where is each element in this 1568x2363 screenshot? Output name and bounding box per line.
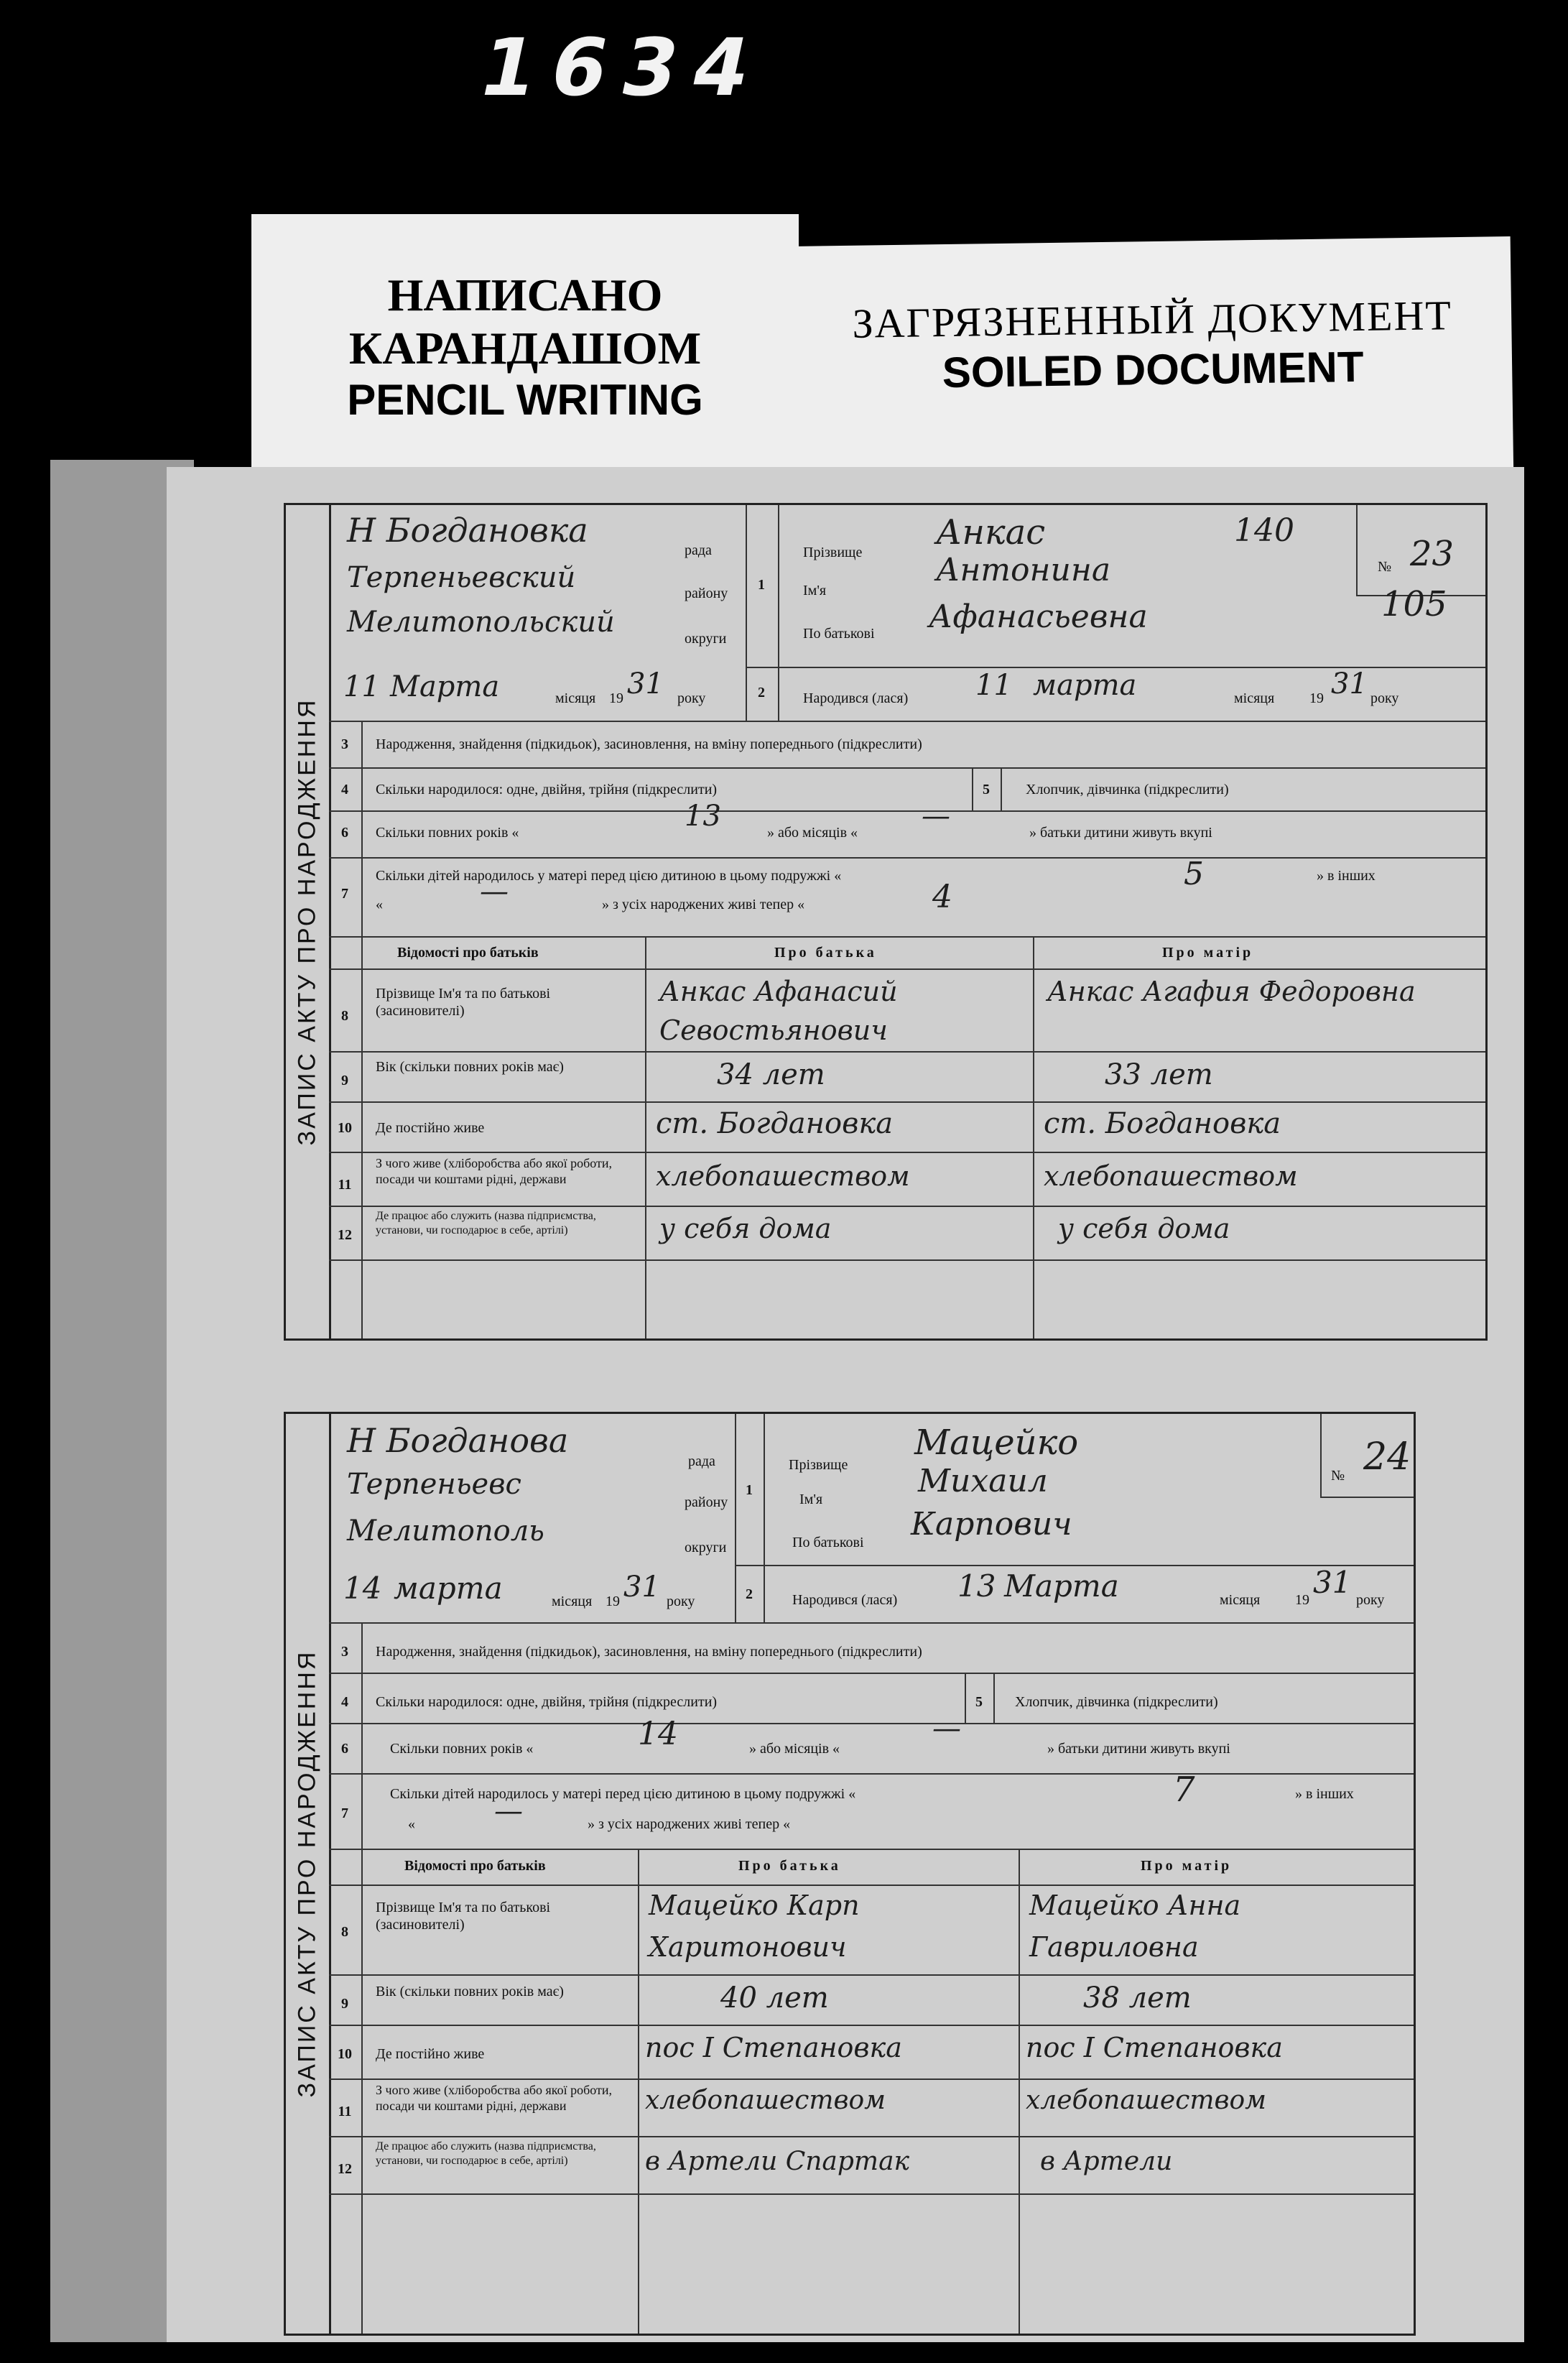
row3-text: Народження, знайдення (підкидьок), засиновлення, на вміну попереднього (підкреслити) <box>376 1644 922 1660</box>
row3-text: Народження, знайдення (підкидьок), засиновлення, на вміну попереднього (підкреслити) <box>376 736 922 752</box>
record-vertical-title: ЗАПИС АКТУ ПРО НАРОДЖЕННЯ <box>286 1414 331 2334</box>
born-month-label: місяця <box>1234 690 1275 706</box>
pencil-writing-label <box>251 214 799 481</box>
row7-text-a: Скільки дітей народилось у матері перед цією дитиною в цьому подружжі « <box>390 1786 856 1802</box>
surname-label: Прізвище <box>803 545 863 560</box>
row6-text-a: Скільки повних років « <box>376 825 519 841</box>
row9-text: Вік (скільки повних років має) <box>376 1984 564 1999</box>
pencil-label-en: PENCIL WRITING <box>347 376 703 424</box>
father-residence: ст. Богдановка <box>656 1107 894 1140</box>
mother-living: хлебопашеством <box>1044 1160 1298 1192</box>
children-before: 7 <box>1173 1770 1195 1810</box>
mother-age: 33 лет <box>1105 1058 1213 1091</box>
row10-text: Де постійно живе <box>376 2046 485 2062</box>
row9-text: Вік (скільки повних років має) <box>376 1059 564 1075</box>
father-name: Мацейко Карп Харитонович <box>649 1890 860 1963</box>
record-number: 24 <box>1363 1435 1411 1479</box>
year-suffix: року <box>677 690 706 706</box>
born-label: Народився (лася) <box>803 690 909 706</box>
name-label: Ім'я <box>803 583 827 598</box>
extra-number: 140 <box>1234 512 1294 549</box>
name-value: Михаил <box>918 1463 1048 1499</box>
rada-label: рада <box>685 542 712 558</box>
raion-label: району <box>685 586 728 601</box>
children-alive: 4 <box>932 879 952 915</box>
born-year-suffix: року <box>1356 1592 1385 1608</box>
children-other: — <box>480 875 509 908</box>
mother-work: в Артели <box>1040 2147 1173 2176</box>
father-age: 34 лет <box>717 1058 825 1091</box>
record-number: 23 <box>1410 534 1455 574</box>
row7-text-c: » з усіх народжених живі тепер « <box>602 897 805 912</box>
father-work: у себя дома <box>659 1213 832 1244</box>
row6-text-b: » або місяців « <box>767 825 858 841</box>
father-name: Анкас Афанасий Севостьянович <box>659 976 898 1046</box>
row6-text-b: » або місяців « <box>749 1741 840 1757</box>
patronymic-label: По батькові <box>792 1535 864 1550</box>
okrug-label: округи <box>685 1540 727 1555</box>
reg-day: 11 <box>343 670 380 703</box>
row8-text: Прізвище Ім'я та по батькові (засиновителі) <box>376 986 551 1019</box>
raion-value: Терпеньевс <box>347 1468 521 1501</box>
father-living: хлебопашеством <box>656 1160 910 1192</box>
father-age: 40 лет <box>720 1982 829 2015</box>
patronymic-value: Карпович <box>911 1506 1072 1543</box>
row4-text: Скільки народилося: одне, двійня, трійня (підкреслити) <box>376 1694 718 1710</box>
name-label: Ім'я <box>799 1492 823 1507</box>
born-year: 31 <box>1313 1565 1352 1600</box>
born-day: 13 <box>957 1568 996 1604</box>
patronymic-label: По батькові <box>803 626 875 642</box>
mother-name: Анкас Агафия Федоровна <box>1047 976 1416 1007</box>
patronymic-value: Афанасьевна <box>929 598 1148 635</box>
father-header: Про батька <box>774 945 877 961</box>
number-label: № <box>1378 559 1392 575</box>
reg-year: 31 <box>627 667 664 700</box>
reg-month: Марта <box>390 670 500 703</box>
years-together: 14 <box>638 1716 678 1752</box>
father-header: Про батька <box>738 1858 841 1874</box>
row11-text: З чого живе (хліборобства або якої роботи, посади чи коштами рідні, держави <box>376 1156 613 1186</box>
raion-value: Терпеньевский <box>347 561 576 594</box>
born-year-suffix: року <box>1370 690 1399 706</box>
born-month: Марта <box>1004 1568 1119 1604</box>
mother-name: Мацейко Анна Гавриловна <box>1029 1890 1241 1963</box>
years-together: 13 <box>685 800 721 833</box>
record-vertical-title: ЗАПИС АКТУ ПРО НАРОДЖЕННЯ <box>286 505 331 1338</box>
row8-text: Прізвище Ім'я та по батькові (засиновителі) <box>376 1900 551 1933</box>
pencil-label-ru-1: НАПИСАНО <box>387 269 663 320</box>
months-together: — <box>922 800 950 833</box>
month-label: місяця <box>552 1594 593 1609</box>
pencil-label-ru-2: КАРАНДАШОМ <box>348 323 702 374</box>
reg-day: 14 <box>343 1571 382 1606</box>
rada-value: Н Богданова <box>347 1421 569 1460</box>
rada-label: рада <box>688 1453 715 1469</box>
children-before: 5 <box>1184 856 1204 892</box>
row7-text-a: Скільки дітей народилось у матері перед цією дитиною в цьому подружжі « <box>376 868 842 884</box>
row12-text: Де працює або служить (назва підприємства, установи, чи господарює в себе, артілі) <box>376 2140 596 2167</box>
row5-text: Хлопчик, дівчинка (підкреслити) <box>1015 1694 1218 1710</box>
row6-text-a: Скільки повних років « <box>390 1741 534 1757</box>
record-number-alt: 105 <box>1381 584 1447 624</box>
born-month-label: місяця <box>1220 1592 1261 1608</box>
row7-text-c: » з усіх народжених живі тепер « <box>588 1816 791 1832</box>
reg-month: марта <box>394 1571 503 1606</box>
year-prefix: 19 <box>609 690 623 706</box>
number-label: № <box>1331 1468 1345 1484</box>
soiled-label-en: SOILED DOCUMENT <box>942 342 1364 397</box>
row7-text-b: » в інших <box>1317 868 1376 884</box>
born-year-prefix: 19 <box>1295 1592 1309 1608</box>
born-year-prefix: 19 <box>1309 690 1324 706</box>
father-living: хлебопашеством <box>645 2086 886 2115</box>
year-suffix: року <box>667 1594 695 1609</box>
born-day: 11 <box>975 669 1012 702</box>
parents-header: Відомості про батьків <box>404 1858 546 1874</box>
archive-number: 1634 <box>471 22 774 114</box>
surname-label: Прізвище <box>789 1457 848 1473</box>
mother-living: хлебопашеством <box>1026 2086 1267 2115</box>
name-value: Антонина <box>936 552 1111 588</box>
okrug-value: Мелитопольский <box>347 606 615 639</box>
rada-value: Н Богдановка <box>347 511 588 550</box>
parents-header: Відомості про батьків <box>397 945 539 961</box>
surname-value: Мацейко <box>914 1423 1079 1463</box>
born-month: марта <box>1033 669 1137 702</box>
born-label: Народився (лася) <box>792 1592 898 1608</box>
birth-record-2: ЗАПИС АКТУ ПРО НАРОДЖЕННЯ Н Богданова рада Терпеньевс району Мелитополь округи 14 марта місяця 19 31 року 1 2 Прізвище Мацейко Ім'я Михаил По батькові Карпович № 24 Народився (лася) 13 Марта місяця 19 31 року 3 Народження, знайдення (підкидьок), засиновлення, на вміну попереднього (підкреслити) 4 Скільки народилося: одне, двійня, трійня (підкреслити) 5 Хлопчик, дівчинка (підкреслити) 6 Скільки повних років « 14 » або місяців « — » батьки дитини живуть вкупі 7 Скільки дітей народилось у матері перед цією дитиною в цьому подружжі « 7 » в інших « — » з усіх народжених живі тепер « Відомості про батьків Про батька Про матір 8 Прізвище Ім'я та по батькові (засиновителі) Мацейко Карп Харитонович Мацейко Анна Гавриловна 9 Вік (скільки повних років має) 40 лет 38 лет 10 Де постійно живе пос I Степановка пос I Степановка 11 З чого живе (хліборобства або якої роботи, посади чи коштами рідні, держави хлебопашеством хлебопашеством 12 Де працює або служить (назва підприємства, установи, чи господарює в себе, артілі) в Артели Спартак в Артели <box>284 1412 1416 2336</box>
mother-residence: пос I Степановка <box>1026 2032 1283 2063</box>
okrug-label: округи <box>685 631 727 647</box>
surname-value: Анкас <box>936 512 1046 552</box>
month-label: місяця <box>555 690 596 706</box>
row10-text: Де постійно живе <box>376 1120 485 1136</box>
months-together: — <box>932 1712 961 1745</box>
row6-text-c: » батьки дитини живуть вкупі <box>1047 1741 1230 1757</box>
father-residence: пос I Степановка <box>645 2032 902 2063</box>
soiled-label-ru: ЗАГРЯЗНЕННЫЙ ДОКУМЕНТ <box>852 292 1453 347</box>
reg-year: 31 <box>623 1571 660 1604</box>
row7-text-b: » в інших <box>1295 1786 1354 1802</box>
birth-record-1: ЗАПИС АКТУ ПРО НАРОДЖЕННЯ Н Богдановка рада Терпеньевский району Мелитопольский округи 11 Марта місяця 19 31 року 1 2 Прізвище Анкас 140 Ім'я Антонина По батькові Афанасьевна № 23 105 Народився (лася) 11 марта місяця 19 31 року 3 Народження, знайдення (підкидьок), засиновлення, на вміну попереднього (підкреслити) 4 Скільки народилося: одне, двійня, трійня (підкреслити) 5 Хлопчик, дівчинка (підкреслити) 6 Скільки повних років « 13 » або місяців « — » батьки дитини живуть вкупі 7 Скільки дітей народилось у матері перед цією дитиною в цьому подружжі « 5 » в інших « — » з усіх народжених живі тепер « 4 Відомості про батьків Про батька Про матір 8 Прізвище Ім'я та по батькові (засиновителі) Анкас Афанасий Севостьянович Анкас Агафия Федоровна 9 Вік (скільки повних років має) 34 лет 33 лет 10 Де постійно живе ст. Богдановка ст. Богдановка 11 З чого живе (хліборобства або якої роботи, посади чи коштами рідні, держави хлебопашеством хлебопашеством 12 Де працює або служить (назва підприємства, установи, чи господарює в себе, артілі) у себя дома у себя дома <box>284 503 1488 1341</box>
row11-text: З чого живе (хліборобства або якої роботи, посади чи коштами рідні, держави <box>376 2083 613 2113</box>
row4-text: Скільки народилося: одне, двійня, трійня (підкреслити) <box>376 782 718 797</box>
mother-age: 38 лет <box>1083 1982 1192 2015</box>
raion-label: району <box>685 1494 728 1510</box>
row6-text-c: » батьки дитини живуть вкупі <box>1029 825 1212 841</box>
soiled-document-label <box>792 236 1514 486</box>
year-prefix: 19 <box>606 1594 620 1609</box>
row5-text: Хлопчик, дівчинка (підкреслити) <box>1026 782 1229 797</box>
children-other: — <box>494 1795 523 1828</box>
mother-residence: ст. Богдановка <box>1044 1107 1281 1140</box>
born-year: 31 <box>1331 667 1368 700</box>
row12-text: Де працює або служить (назва підприємства, установи, чи господарює в себе, артілі) <box>376 1210 596 1236</box>
mother-work: у себя дома <box>1058 1213 1230 1244</box>
mother-header: Про матір <box>1141 1858 1233 1874</box>
father-work: в Артели Спартак <box>645 2147 910 2176</box>
okrug-value: Мелитополь <box>347 1515 544 1548</box>
mother-header: Про матір <box>1162 945 1254 961</box>
